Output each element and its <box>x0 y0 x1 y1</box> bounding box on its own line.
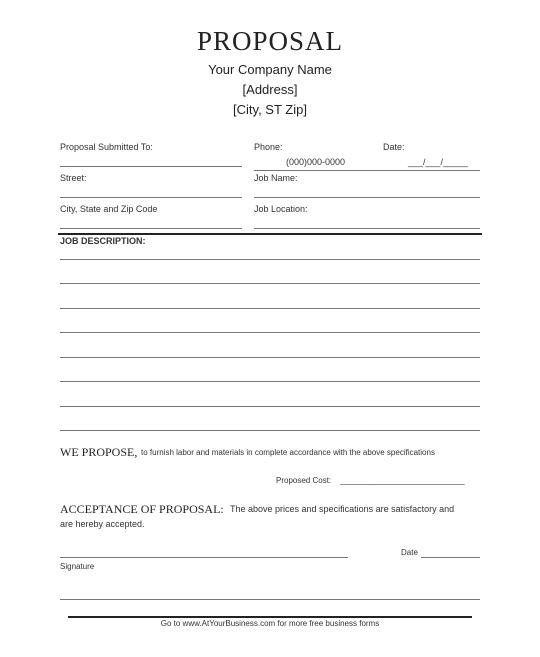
form-title: PROPOSAL <box>196 26 344 56</box>
acceptance-date-field[interactable] <box>421 557 480 558</box>
proposed-cost-label: Proposed Cost: <box>276 476 332 485</box>
job-description-line[interactable] <box>60 357 480 358</box>
signature-label: Signature <box>60 562 95 571</box>
acceptance-date-label: Date <box>401 548 418 557</box>
company-name: Your Company Name <box>208 62 332 77</box>
we-propose-text: to furnish labor and materials in complete accordance with the above specifications <box>141 448 435 457</box>
job-description-line[interactable] <box>60 332 480 333</box>
job-description-line[interactable] <box>60 381 480 382</box>
city-field[interactable] <box>60 228 242 229</box>
footer-text: Go to www.AtYourBusiness.com for more free business forms <box>160 619 380 628</box>
job-description-line[interactable] <box>60 283 480 284</box>
date-label: Date: <box>383 142 405 152</box>
submitted-to-label: Proposal Submitted To: <box>60 142 153 152</box>
job-description-line[interactable] <box>60 430 480 431</box>
phone-field-line <box>254 170 480 171</box>
phone-label: Phone: <box>254 142 283 152</box>
job-description-line[interactable] <box>60 259 480 260</box>
section-divider <box>58 233 482 235</box>
job-location-field[interactable] <box>254 228 480 229</box>
acceptance-text: The above prices and specifications are satisfactory and <box>230 504 455 514</box>
phone-value[interactable]: (000)000-0000 <box>286 157 346 167</box>
company-city: [City, ST Zip] <box>233 102 307 117</box>
job-description-label: JOB DESCRIPTION: <box>60 236 146 246</box>
job-description-line[interactable] <box>60 308 480 309</box>
job-location-label: Job Location: <box>254 204 308 214</box>
city-label: City, State and Zip Code <box>60 204 158 214</box>
signature-field[interactable] <box>60 557 348 558</box>
acceptance-heading: ACCEPTANCE OF PROPOSAL: <box>60 502 224 516</box>
job-name-label: Job Name: <box>254 173 298 183</box>
job-name-field[interactable] <box>254 197 480 198</box>
proposed-cost-field[interactable]: ____________________________ <box>340 476 465 485</box>
submitted-to-field[interactable] <box>60 166 242 167</box>
we-propose-heading: WE PROPOSE, <box>60 445 138 459</box>
date-value[interactable]: ___/___/_____ <box>408 157 469 167</box>
street-label: Street: <box>60 173 87 183</box>
company-address: [Address] <box>242 82 298 97</box>
signature-line-2[interactable] <box>60 599 480 600</box>
street-field[interactable] <box>60 197 242 198</box>
job-description-line[interactable] <box>60 406 480 407</box>
acceptance-text-continued: are hereby accepted. <box>60 519 145 529</box>
footer-divider <box>68 616 472 618</box>
